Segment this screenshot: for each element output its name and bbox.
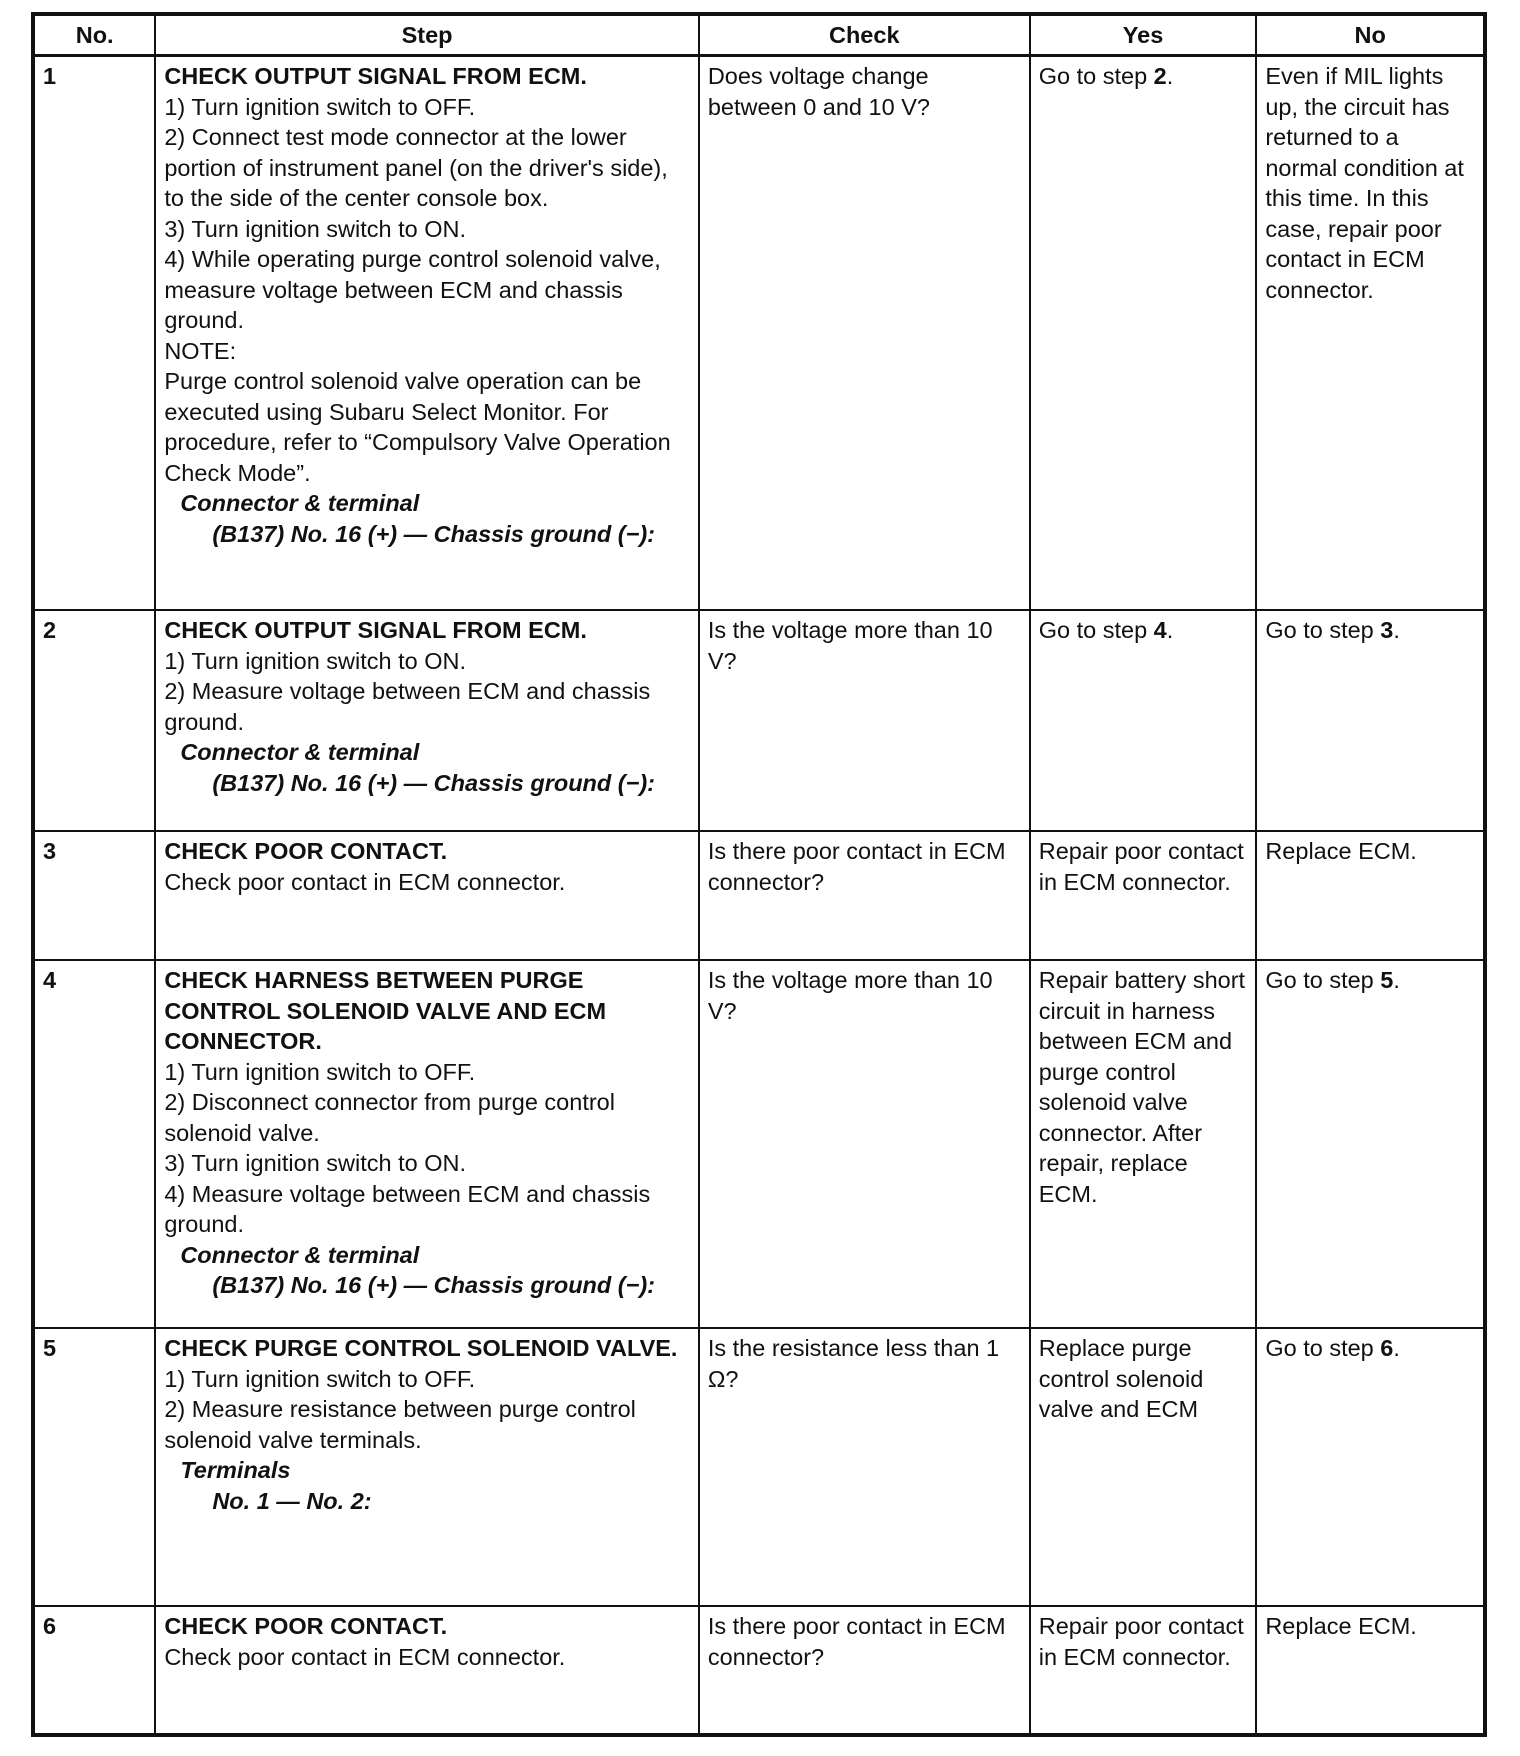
check-question: Is the resistance less than 1 Ω?: [699, 1328, 1030, 1606]
yes-result-text: Go to step: [1038, 617, 1154, 643]
step-title: CHECK POOR CONTACT.: [164, 1613, 448, 1639]
no-result-step-ref: 5: [1380, 967, 1394, 993]
step-instruction: 2) Measure voltage between ECM and chassis ground.: [164, 678, 651, 735]
no-result-step-ref: 3: [1380, 617, 1394, 643]
connector-terminal-label: Connector & terminal: [180, 739, 420, 765]
step-cell: [155, 831, 698, 960]
yes-result-step-ref: 2: [1153, 63, 1167, 89]
yes-result-text: Repair battery short circuit in harness between ECM and purge control solenoid valve connector. After repair, replace ECM.: [1038, 967, 1246, 1207]
step-instruction: 1) Turn ignition switch to OFF.: [164, 1058, 476, 1085]
no-result-suffix: .: [1393, 1335, 1400, 1361]
no-result-text: Even if MIL lights up, the circuit has returned to a normal condition at this time. In this case, repair poor contact in ECM connector.: [1265, 63, 1464, 303]
yes-result: [1030, 831, 1257, 960]
no-result: [1256, 610, 1485, 831]
yes-result: [1030, 960, 1257, 1328]
yes-result-text: Replace purge control solenoid valve and ECM: [1038, 1335, 1204, 1422]
table-row: [33, 831, 1485, 960]
step-instruction: 1) Turn ignition switch to ON.: [164, 647, 467, 674]
connector-terminal-value: (B137) No. 16 (+) — Chassis ground (−):: [212, 769, 655, 796]
table-row: [33, 960, 1485, 1328]
table-row: [33, 1606, 1485, 1735]
diagnostic-procedure-table: [31, 12, 1487, 1737]
header-no: No.: [33, 14, 155, 56]
header-check: Check: [699, 14, 1030, 56]
step-number: 5: [33, 1328, 155, 1606]
table-row: [33, 610, 1485, 831]
step-title: CHECK OUTPUT SIGNAL FROM ECM.: [164, 617, 587, 643]
check-question: Does voltage change between 0 and 10 V?: [699, 56, 1030, 611]
step-title: CHECK PURGE CONTROL SOLENOID VALVE.: [164, 1335, 678, 1361]
step-number: 1: [33, 56, 155, 611]
table-row: [33, 1328, 1485, 1606]
header-no-result: No: [1256, 14, 1485, 56]
no-result: [1256, 831, 1485, 960]
step-instruction: 4) Measure voltage between ECM and chassis ground.: [164, 1180, 651, 1237]
step-instruction: 4) While operating purge control solenoid valve, measure voltage between ECM and chassis ground.: [164, 246, 661, 333]
step-title: CHECK POOR CONTACT.: [164, 838, 448, 864]
no-result-text: Replace ECM.: [1265, 1613, 1417, 1639]
step-cell: [155, 1328, 698, 1606]
step-instruction: NOTE:: [164, 337, 237, 364]
step-instruction: 2) Connect test mode connector at the lower portion of instrument panel (on the driver's side), to the side of the center console box.: [164, 124, 668, 211]
step-number: 4: [33, 960, 155, 1328]
connector-terminal-value: (B137) No. 16 (+) — Chassis ground (−):: [212, 1272, 655, 1298]
step-instruction: 1) Turn ignition switch to OFF.: [164, 93, 476, 120]
step-number: 2: [33, 610, 155, 831]
step-instruction: 3) Turn ignition switch to ON.: [164, 215, 467, 242]
connector-terminal-value: No. 1 — No. 2:: [212, 1487, 372, 1514]
step-cell: [155, 960, 698, 1328]
connector-terminal-label: Connector & terminal: [180, 490, 420, 516]
no-result-text: Go to step: [1265, 967, 1381, 993]
step-instruction: Check poor contact in ECM connector.: [164, 868, 566, 895]
connector-terminal-label: Connector & terminal: [180, 1241, 420, 1268]
yes-result: [1030, 1328, 1257, 1606]
no-result: [1256, 56, 1485, 611]
step-instruction: 2) Disconnect connector from purge control solenoid valve.: [164, 1089, 615, 1146]
header-yes: Yes: [1030, 14, 1257, 56]
step-instruction: Check poor contact in ECM connector.: [164, 1643, 566, 1670]
yes-result-text: Repair poor contact in ECM connector.: [1038, 1613, 1244, 1670]
no-result: [1256, 1606, 1485, 1735]
no-result: [1256, 960, 1485, 1328]
yes-result: [1030, 56, 1257, 611]
step-instruction: Purge control solenoid valve operation can be executed using Subaru Select Monitor. For procedure, refer to “Compulsory Valve Operation Check Mode”.: [164, 368, 671, 486]
step-title: CHECK HARNESS BETWEEN PURGE CONTROL SOLENOID VALVE AND ECM CONNECTOR.: [164, 967, 607, 1054]
connector-terminal-value: (B137) No. 16 (+) — Chassis ground (−):: [212, 520, 655, 547]
step-title: CHECK OUTPUT SIGNAL FROM ECM.: [164, 63, 587, 89]
yes-result-suffix: .: [1166, 617, 1174, 643]
header-step: Step: [155, 14, 698, 56]
connector-terminal-label: Terminals: [180, 1457, 291, 1483]
table-row: [33, 56, 1485, 611]
yes-result-text: Go to step: [1038, 63, 1154, 89]
no-result-text: Go to step: [1265, 1335, 1381, 1361]
step-cell: [155, 610, 698, 831]
step-cell: [155, 56, 698, 611]
no-result-text: Replace ECM.: [1265, 838, 1417, 864]
yes-result-step-ref: 4: [1153, 617, 1167, 643]
step-instruction: 3) Turn ignition switch to ON.: [164, 1150, 467, 1176]
table-header-row: [33, 14, 1485, 56]
yes-result-suffix: .: [1166, 63, 1174, 89]
step-number: 6: [33, 1606, 155, 1735]
check-question: Is the voltage more than 10 V?: [699, 960, 1030, 1328]
check-question: Is the voltage more than 10 V?: [699, 610, 1030, 831]
no-result-step-ref: 6: [1380, 1335, 1394, 1361]
no-result: [1256, 1328, 1485, 1606]
step-cell: [155, 1606, 698, 1735]
no-result-suffix: .: [1393, 617, 1400, 643]
yes-result: [1030, 1606, 1257, 1735]
check-question: Is there poor contact in ECM connector?: [699, 1606, 1030, 1735]
yes-result: [1030, 610, 1257, 831]
step-instruction: 2) Measure resistance between purge control solenoid valve terminals.: [164, 1396, 636, 1453]
no-result-text: Go to step: [1265, 617, 1381, 643]
step-instruction: 1) Turn ignition switch to OFF.: [164, 1365, 476, 1392]
no-result-suffix: .: [1393, 967, 1400, 993]
check-question: Is there poor contact in ECM connector?: [699, 831, 1030, 960]
yes-result-text: Repair poor contact in ECM connector.: [1038, 838, 1244, 895]
step-number: 3: [33, 831, 155, 960]
